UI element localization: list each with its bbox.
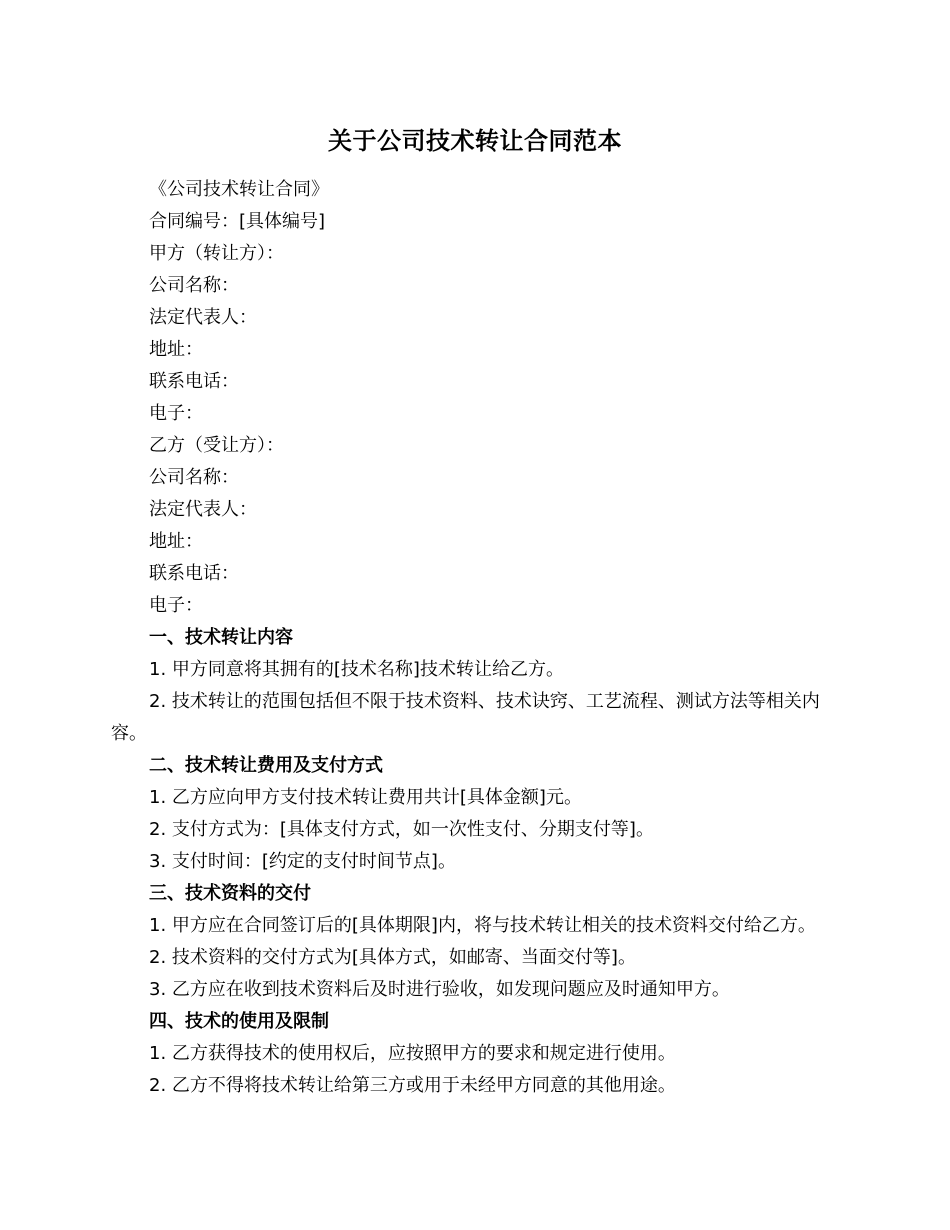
section-1-heading: 一、技术转让内容 (149, 627, 293, 648)
party-b-email: 电子： (149, 595, 203, 616)
section-2-item-3: 3. 支付时间：[约定的支付时间节点]。 (149, 851, 456, 872)
party-b-company-name: 公司名称： (149, 467, 239, 488)
section-2-heading: 二、技术转让费用及支付方式 (149, 755, 383, 776)
party-a-heading: 甲方（转让方）： (149, 243, 284, 264)
section-1-item-2: 2. 技术转让的范围包括但不限于技术资料、技术诀窍、工艺流程、测试方法等相关内容。 (111, 691, 820, 744)
document-body (111, 174, 831, 1102)
party-a-email: 电子： (149, 403, 203, 424)
party-b-heading: 乙方（受让方）： (149, 435, 284, 456)
section-1-item-1: 1. 甲方同意将其拥有的[技术名称]技术转让给乙方。 (149, 659, 564, 680)
section-4-item-1: 1. 乙方获得技术的使用权后，应按照甲方的要求和规定进行使用。 (149, 1043, 676, 1064)
section-4-heading: 四、技术的使用及限制 (149, 1011, 329, 1032)
section-3-item-2: 2. 技术资料的交付方式为[具体方式，如邮寄、当面交付等]。 (149, 947, 636, 968)
contract-name: 《公司技术转让合同》 (149, 179, 329, 200)
section-3-item-3: 3. 乙方应在收到技术资料后及时进行验收，如发现问题应及时通知甲方。 (149, 979, 730, 1000)
section-3-heading: 三、技术资料的交付 (149, 883, 311, 904)
party-a-legal-rep: 法定代表人： (149, 307, 257, 328)
party-a-phone: 联系电话： (149, 371, 239, 392)
section-3-item-1: 1. 甲方应在合同签订后的[具体期限]内，将与技术转让相关的技术资料交付给乙方。 (149, 915, 816, 936)
section-2-item-2: 2. 支付方式为：[具体支付方式，如一次性支付、分期支付等]。 (149, 819, 654, 840)
party-b-legal-rep: 法定代表人： (149, 499, 257, 520)
party-a-company-name: 公司名称： (149, 275, 239, 296)
party-b-address: 地址： (149, 531, 203, 552)
party-a-address: 地址： (149, 339, 203, 360)
party-b-phone: 联系电话： (149, 563, 239, 584)
section-2-item-1: 1. 乙方应向甲方支付技术转让费用共计[具体金额]元。 (149, 787, 582, 808)
section-4-item-2: 2. 乙方不得将技术转让给第三方或用于未经甲方同意的其他用途。 (149, 1075, 676, 1096)
contract-number: 合同编号：[具体编号] (149, 211, 326, 232)
document-title: 关于公司技术转让合同范本 (328, 127, 622, 155)
